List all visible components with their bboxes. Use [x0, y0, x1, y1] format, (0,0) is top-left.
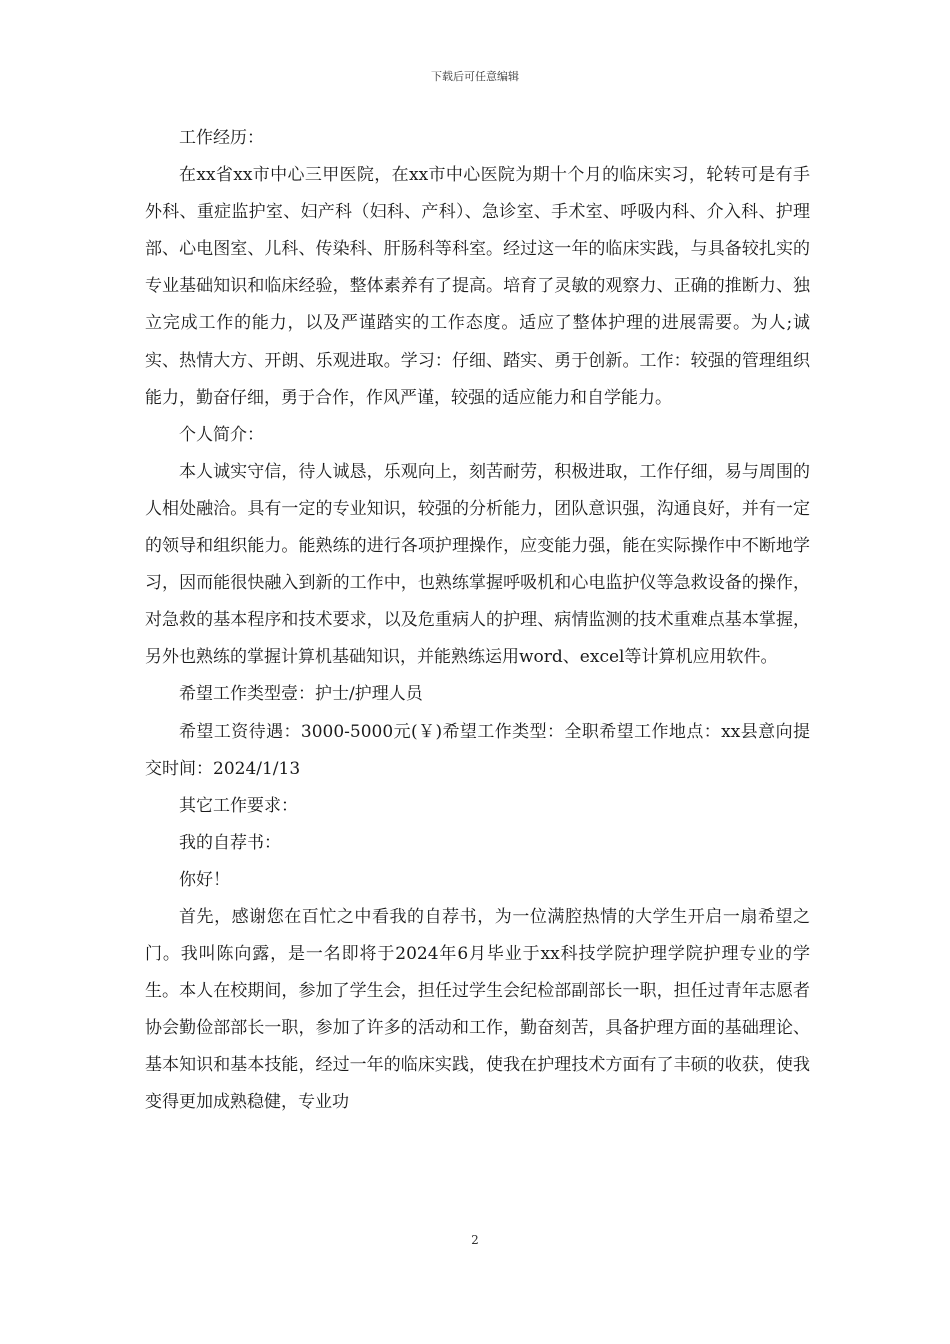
heading-cover-letter: 我的自荐书：	[179, 832, 281, 853]
desired-job-type-line: 希望工作类型壹：护士/护理人员	[179, 684, 423, 705]
page-header-note: 下载后可任意编辑	[431, 70, 519, 83]
page-number: 2	[471, 1233, 479, 1247]
greeting-line: 你好！	[179, 869, 230, 890]
document-body	[145, 120, 810, 1122]
paragraph-cover-letter: 首先，感谢您在百忙之中看我的自荐书，为一位满腔热情的大学生开启一扇希望之门。我叫陈向露，是一名即将于2024年6月毕业于xx科技学院护理学院护理专业的学生。本人在校期间，参加了学生会，担任过学生会纪检部副部长一职，担任过青年志愿者协会勤俭部部长一职，参加了许多的活动和工作，勤奋刻苦，具备护理方面的基础理论、基本知识和基本技能，经过一年的临床实践，使我在护理技术方面有了丰硕的收获，使我变得更加成熟稳健，专业功	[145, 906, 810, 1113]
heading-other-requirements: 其它工作要求：	[179, 795, 298, 816]
heading-work-experience: 工作经历：	[179, 128, 264, 148]
heading-personal-profile: 个人简介：	[179, 424, 264, 445]
paragraph-personal-profile: 本人诚实守信，待人诚恳，乐观向上，刻苦耐劳，积极进取，工作仔细，易与周围的人相处融洽。具有一定的专业知识，较强的分析能力，团队意识强，沟通良好，并有一定的领导和组织能力。能熟练的进行各项护理操作，应变能力强，能在实际操作中不断地学习，因而能很快融入到新的工作中，也熟练掌握呼吸机和心电监护仪等急救设备的操作，对急救的基本程序和技术要求，以及危重病人的护理、病情监测的技术重难点基本掌握，另外也熟练的掌握计算机基础知识，并能熟练运用word、excel等计算机应用软件。	[145, 461, 810, 668]
desired-salary-line: 希望工资待遇：3000-5000元(￥)希望工作类型：全职希望工作地点：xx县意向提交时间：2024/1/13	[145, 721, 810, 779]
paragraph-work-experience: 在xx省xx市中心三甲医院，在xx市中心医院为期十个月的临床实习，轮转可是有手外科、重症监护室、妇产科（妇科、产科）、急诊室、手术室、呼吸内科、介入科、护理部、心电图室、儿科、传染科、肝肠科等科室。经过这一年的临床实践，与具备较扎实的专业基础知识和临床经验，整体素养有了提高。培育了灵敏的观察力、正确的推断力、独立完成工作的能力，以及严谨踏实的工作态度。适应了整体护理的进展需要。为人;诚实、热情大方、开朗、乐观进取。学习：仔细、踏实、勇于创新。工作：较强的管理组织能力，勤奋仔细，勇于合作，作风严谨，较强的适应能力和自学能力。	[145, 165, 810, 408]
